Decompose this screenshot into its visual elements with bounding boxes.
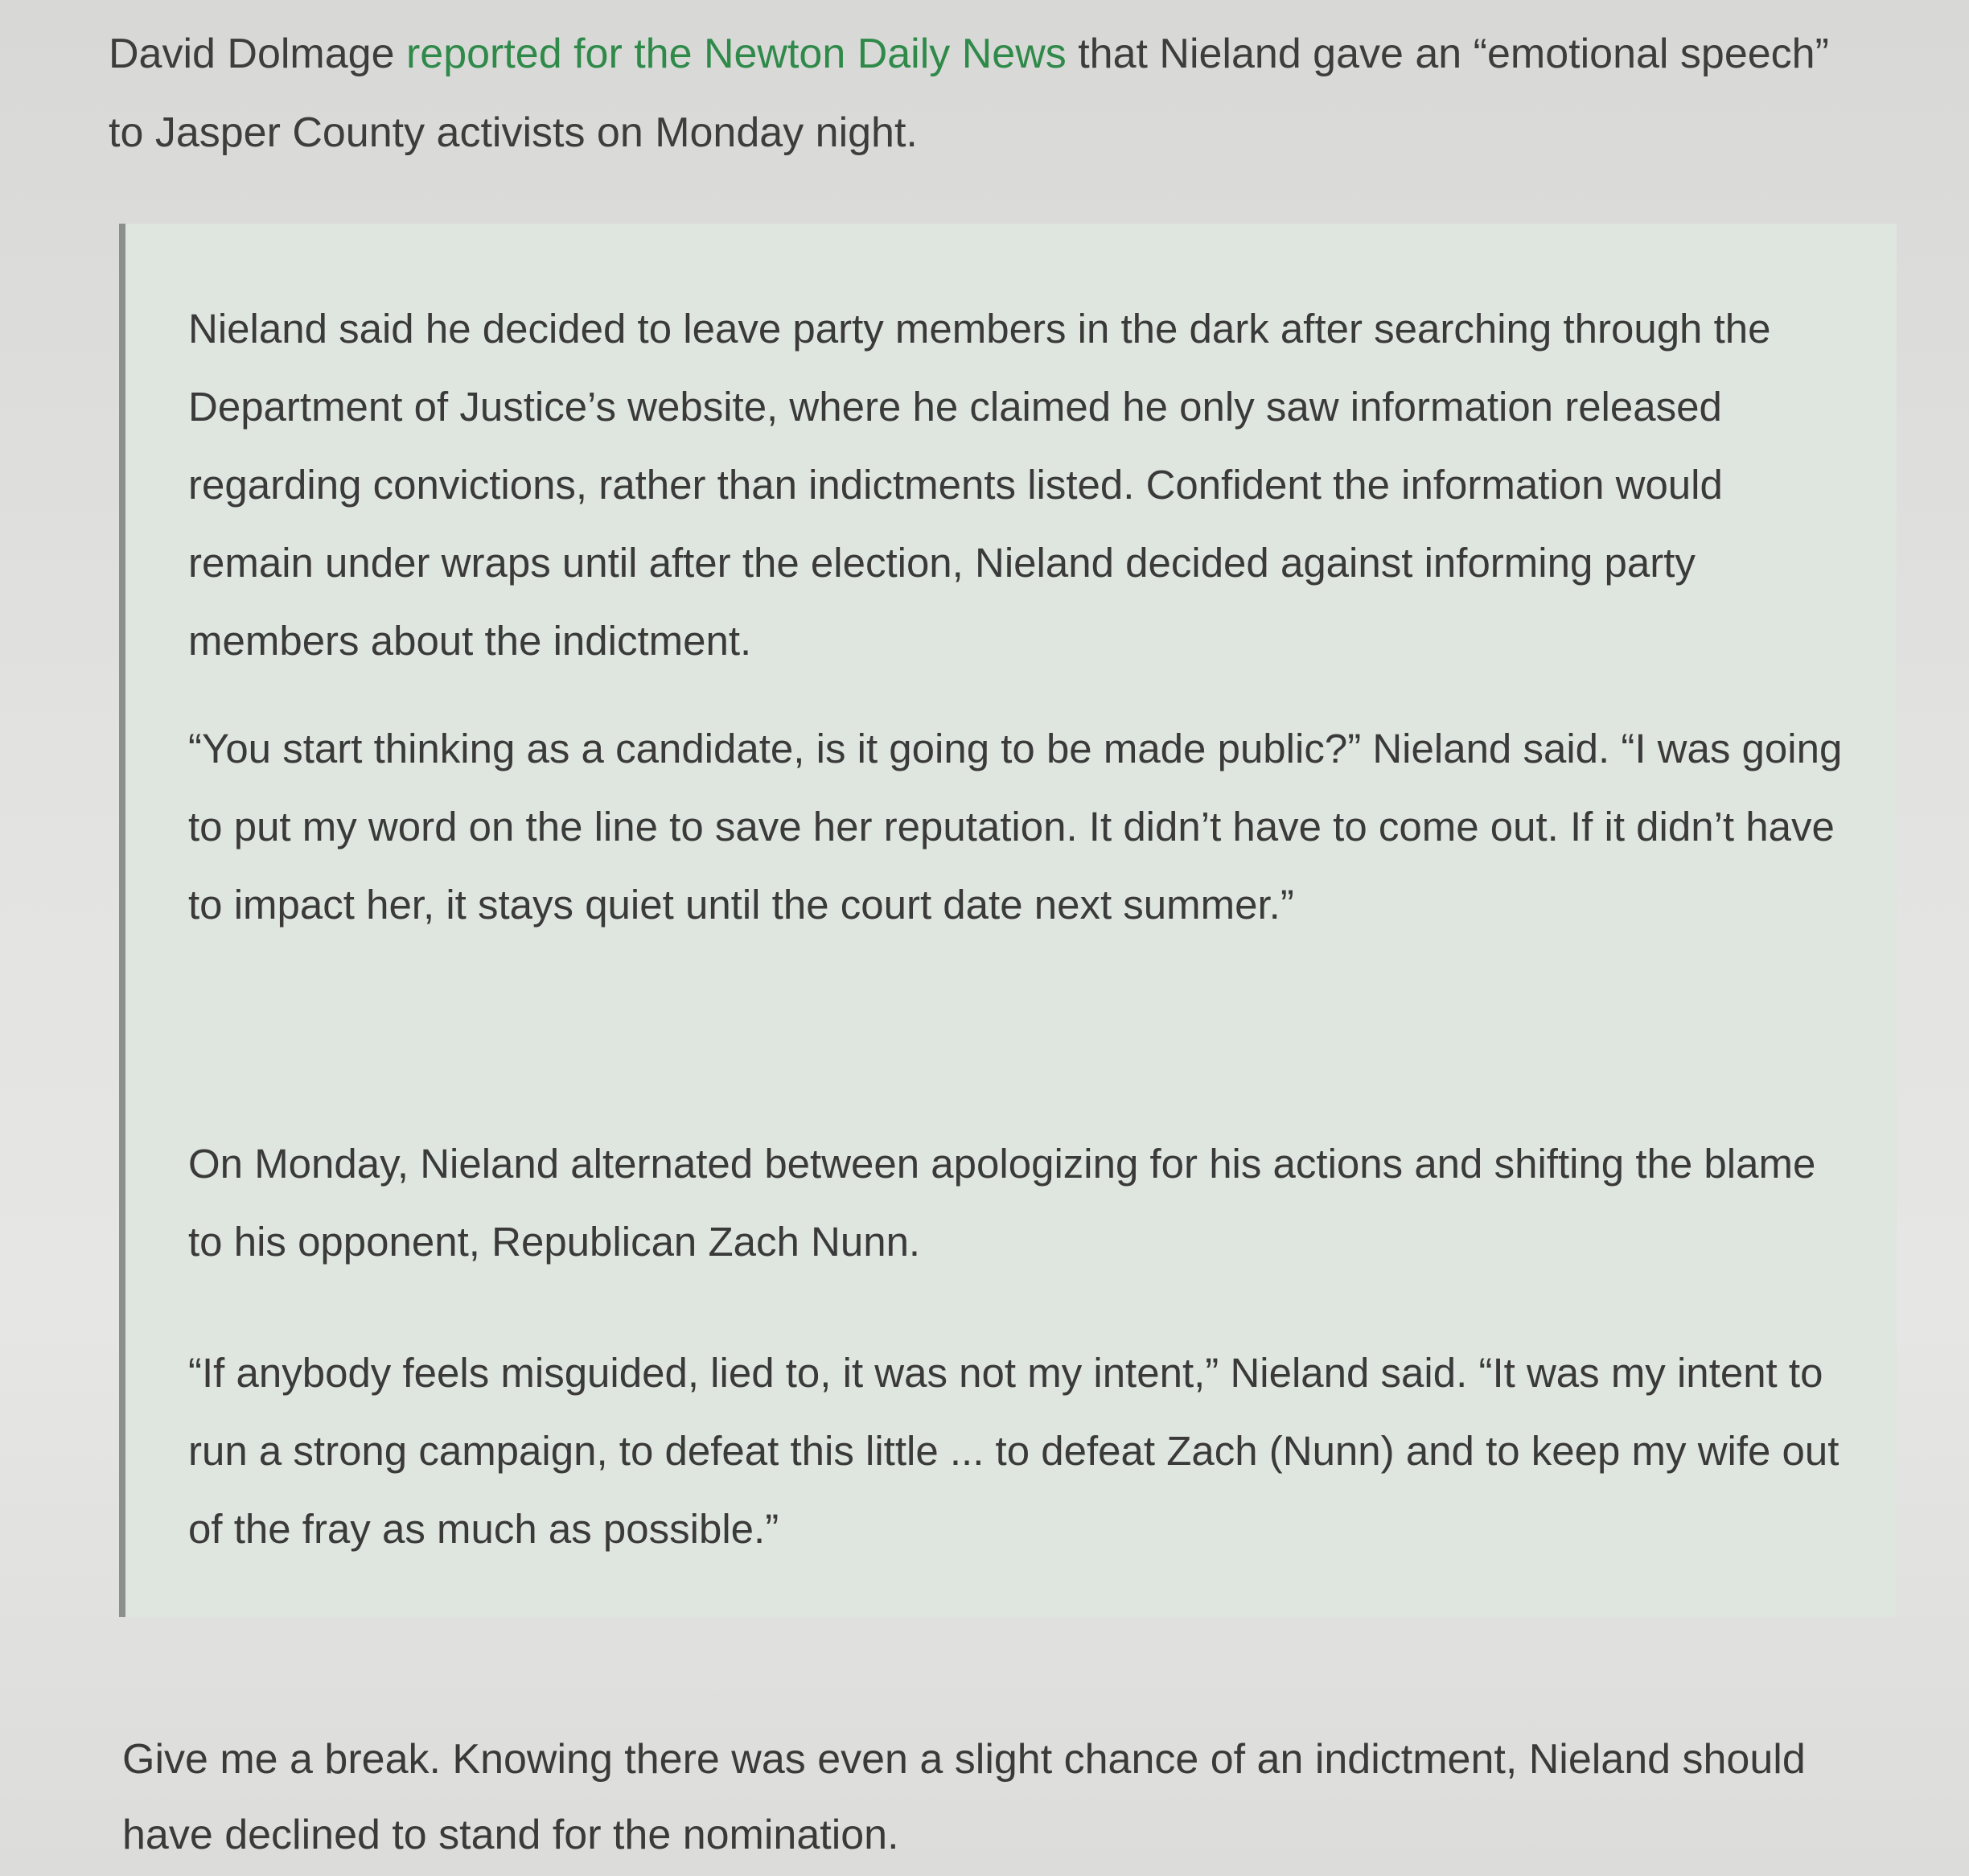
quoted-excerpt	[119, 224, 1897, 1617]
newton-daily-news-link[interactable]: reported for the Newton Daily News	[405, 31, 1067, 77]
quote-paragraph: On Monday, Nieland alternated between apologizing for his actions and shifting the blame to his opponent, Republican Zach Nunn.	[188, 1141, 1816, 1265]
quote-paragraph: “You start thinking as a candidate, is it going to be made public?” Nieland said. “I was going to put my word on the line to save her reputation. It didn’t have to come out. If it didn’t have to impact her, it stays quiet until the court date next summer.”	[188, 726, 1843, 928]
quote-paragraph: Nieland said he decided to leave party members in the dark after searching through the Department of Justice’s website, where he claimed he only saw information released regarding convictions, rather than indictments listed. Confident the information would remain under wraps until after the election, Nieland decided against informing party members about the indictment.	[188, 306, 1771, 664]
intro-text-after-link: that Nieland gave an “emotional speech” to Jasper County activists on Monday night.	[109, 31, 1829, 156]
outro-paragraph: Give me a break. Knowing there was even a slight chance of an indictment, Nieland should have declined to stand for the nomination.	[122, 1736, 1806, 1858]
quote-paragraph: “If anybody feels misguided, lied to, it was not my intent,” Nieland said. “It was my intent to run a strong campaign, to defeat this little ... to defeat Zach (Nunn) and to keep my wife out of the fray as much as possible.”	[188, 1350, 1840, 1552]
intro-paragraph	[109, 14, 1838, 172]
intro-text-before-link: David Dolmage	[109, 31, 406, 77]
